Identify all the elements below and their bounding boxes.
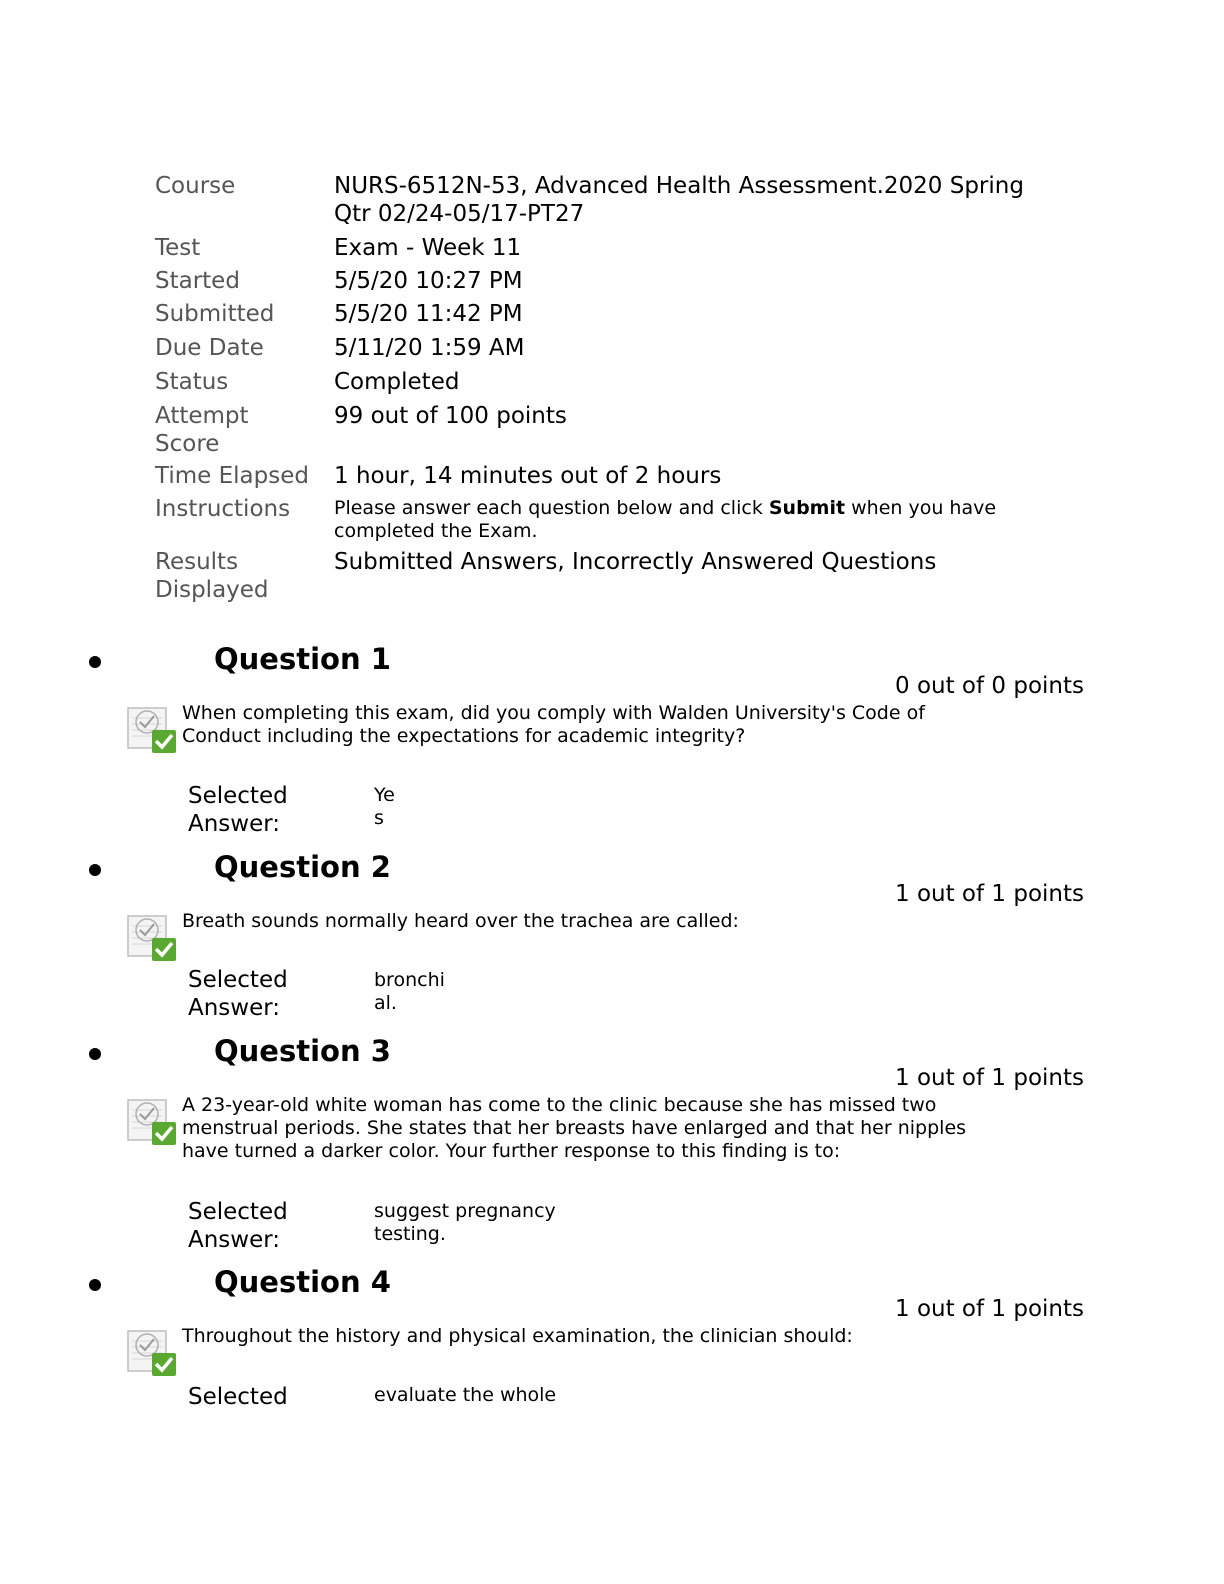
question-points: 1 out of 1 points [895, 1296, 1084, 1322]
bullet [89, 864, 101, 876]
question-points: 0 out of 0 points [895, 673, 1084, 699]
question-text: Throughout the history and physical examination, the clinician should: [182, 1325, 853, 1347]
instructions-submit-emphasis: Submit [768, 497, 846, 519]
meta-value: 5/5/20 11:42 PM [334, 301, 523, 327]
meta-value: 99 out of 100 points [334, 403, 567, 429]
meta-label: Submitted [155, 301, 275, 327]
question-text: When completing this exam, did you comply with Walden University's Code of Conduct including the expectations for academic integrity? [182, 702, 925, 747]
correct-answer-check-icon [126, 1327, 178, 1379]
meta-label: Attempt Score [155, 403, 249, 457]
meta-label: Due Date [155, 335, 264, 361]
instructions-text: Please answer each question below and click [334, 497, 769, 519]
question-points: 1 out of 1 points [895, 1065, 1084, 1091]
selected-answer-label: Selected Answer: [188, 1199, 288, 1253]
bullet [89, 656, 101, 668]
selected-answer-label: Selected Answer: [188, 967, 288, 1021]
selected-answer-label: Selected Answer: [188, 783, 288, 837]
meta-label: Results Displayed [155, 549, 269, 603]
question-title: Question 2 [214, 850, 391, 884]
selected-answer: evaluate the whole [374, 1384, 557, 1406]
meta-value: Exam - Week 11 [334, 235, 522, 261]
selected-answer: Yes [374, 784, 395, 829]
meta-label: Instructions [155, 496, 291, 522]
correct-answer-check-icon [126, 1096, 178, 1148]
meta-label: Test [155, 235, 201, 261]
instructions-text: when you have completed the Exam. [334, 497, 997, 542]
meta-label: Time Elapsed [155, 463, 309, 489]
meta-value: 5/11/20 1:59 AM [334, 335, 525, 361]
meta-value: Completed [334, 369, 460, 395]
question-title: Question 3 [214, 1034, 391, 1068]
question-text: Breath sounds normally heard over the trachea are called: [182, 910, 739, 932]
meta-value: Submitted Answers, Incorrectly Answered Questions [334, 549, 937, 575]
correct-answer-check-icon [126, 912, 178, 964]
correct-answer-check-icon [126, 704, 178, 756]
bullet [89, 1048, 101, 1060]
question-text: A 23-year-old white woman has come to the clinic because she has missed two menstrual periods. She states that her breasts have enlarged and that her nipples have turned a darker color. Your further response to this finding is to: [182, 1094, 967, 1162]
meta-label: Status [155, 369, 229, 395]
question-title: Question 4 [214, 1265, 391, 1299]
bullet [89, 1279, 101, 1291]
meta-value: 5/5/20 10:27 PM [334, 268, 523, 294]
meta-value: NURS-6512N-53, Advanced Health Assessment.2020 Spring Qtr 02/24-05/17-PT27 [334, 173, 1024, 227]
selected-answer: suggest pregnancy testing. [374, 1200, 556, 1245]
meta-value: 1 hour, 14 minutes out of 2 hours [334, 463, 722, 489]
meta-label: Started [155, 268, 240, 294]
meta-value-instructions [334, 497, 1064, 543]
meta-label: Course [155, 173, 236, 199]
selected-answer: bronchial. [374, 969, 445, 1014]
question-title: Question 1 [214, 642, 391, 676]
selected-answer-label: Selected [188, 1384, 288, 1410]
question-points: 1 out of 1 points [895, 881, 1084, 907]
